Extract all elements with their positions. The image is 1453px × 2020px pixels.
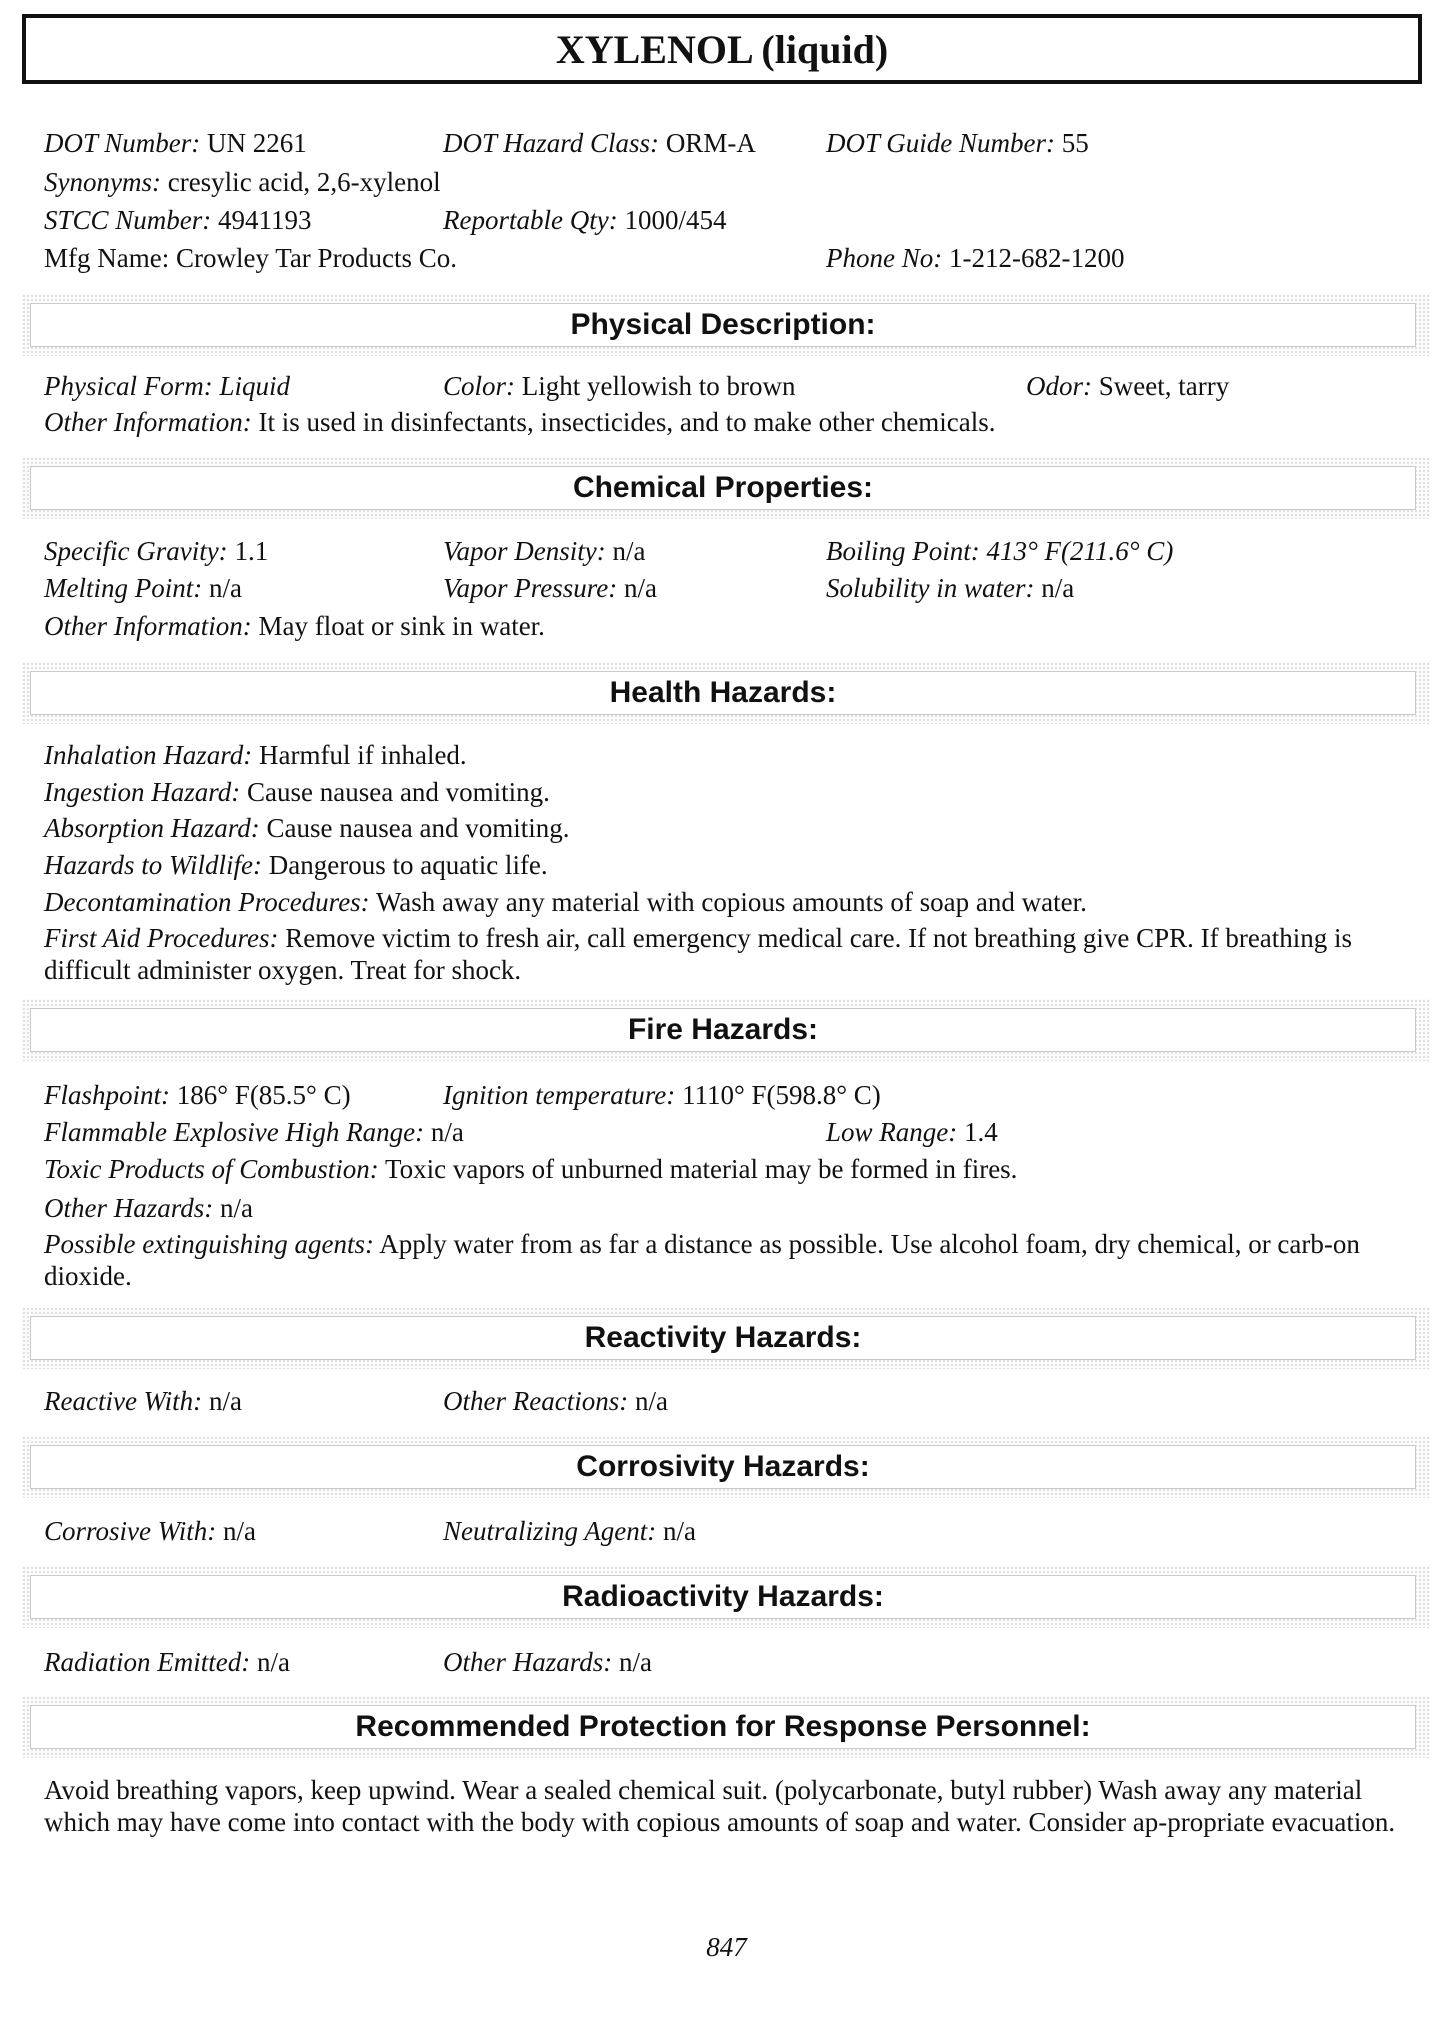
absorption-value: Cause nausea and vomiting.	[266, 813, 570, 843]
ingestion-field	[44, 775, 550, 809]
flammable-high-field	[44, 1115, 464, 1149]
health-section-header	[22, 662, 1430, 724]
radioactivity-section-header	[22, 1566, 1430, 1628]
corrosive-with-label: Corrosive With:	[44, 1516, 217, 1546]
mfg-name-value: Crowley Tar Products Co.	[175, 243, 458, 273]
reportable-qty-field	[443, 203, 726, 237]
vapor-pressure-field	[443, 571, 657, 605]
fire-section-header	[22, 999, 1430, 1061]
mfg-name-label: Mfg Name:	[44, 243, 170, 273]
vapor-density-label: Vapor Density:	[443, 536, 606, 566]
dot-number-field	[44, 126, 307, 160]
phone-no-value: 1-212-682-1200	[948, 243, 1125, 273]
reactivity-section-header	[22, 1307, 1430, 1369]
odor-field	[1026, 369, 1229, 403]
fire-other-hazards-value: n/a	[220, 1193, 254, 1223]
reactive-with-value: n/a	[208, 1386, 242, 1416]
extinguishing-field	[44, 1228, 1414, 1292]
fire-other-hazards-field	[44, 1191, 253, 1225]
chemical-section-header	[22, 457, 1430, 519]
color-label: Color:	[443, 371, 516, 401]
dot-hazard-class-label: DOT Hazard Class:	[443, 128, 660, 158]
document-title: XYLENOL (liquid)	[22, 14, 1422, 84]
dot-guide-number-label: DOT Guide Number:	[826, 128, 1055, 158]
boiling-point-value: 413° F(211.6° C)	[986, 536, 1174, 566]
decon-value: Wash away any material with copious amounts of soap and water.	[375, 887, 1087, 917]
radio-other-hazards-field	[443, 1645, 652, 1679]
stcc-number-field	[44, 203, 312, 237]
physical-form-label: Physical Form:	[44, 371, 213, 401]
flammable-high-label: Flammable Explosive High Range:	[44, 1117, 425, 1147]
neutralizing-agent-field	[443, 1514, 696, 1548]
dot-hazard-class-field	[443, 126, 756, 160]
vapor-pressure-label: Vapor Pressure:	[443, 573, 618, 603]
low-range-value: 1.4	[964, 1117, 998, 1147]
extinguishing-value: Apply water from as far a distance as possible. Use alcohol foam, dry chemical, or carb-on dioxide.	[44, 1229, 1360, 1291]
ignition-label: Ignition temperature:	[443, 1080, 676, 1110]
synonyms-label: Synonyms:	[44, 167, 161, 197]
other-reactions-label: Other Reactions:	[443, 1386, 629, 1416]
ingestion-value: Cause nausea and vomiting.	[247, 777, 550, 807]
reactive-with-field	[44, 1384, 242, 1418]
protection-text: Avoid breathing vapors, keep upwind. Wear a sealed chemical suit. (polycarbonate, butyl rubber) Wash away any material which may have come into contact with the body with copious amounts of soap and water. Consider ap-propriate evacuation.	[44, 1775, 1396, 1837]
physical-form-field	[44, 369, 290, 403]
ingestion-label: Ingestion Hazard:	[44, 777, 241, 807]
inhalation-field	[44, 738, 467, 772]
wildlife-field	[44, 848, 548, 882]
radiation-emitted-label: Radiation Emitted:	[44, 1647, 251, 1677]
low-range-field	[826, 1115, 998, 1149]
first-aid-field	[44, 922, 1424, 986]
dot-number-value: UN 2261	[207, 128, 307, 158]
color-field	[443, 369, 796, 403]
corrosivity-section-title: Corrosivity Hazards:	[30, 1445, 1416, 1489]
stcc-number-label: STCC Number:	[44, 205, 212, 235]
low-range-label: Low Range:	[826, 1117, 958, 1147]
reportable-qty-value: 1000/454	[624, 205, 727, 235]
flashpoint-label: Flashpoint:	[44, 1080, 170, 1110]
physical-section-header	[22, 294, 1430, 356]
flammable-high-value: n/a	[430, 1117, 464, 1147]
chemical-section-title: Chemical Properties:	[30, 466, 1416, 510]
fire-other-hazards-label: Other Hazards:	[44, 1193, 214, 1223]
page-number: 847	[706, 1932, 747, 1962]
chemical-other-value: May float or sink in water.	[258, 611, 545, 641]
neutralizing-agent-label: Neutralizing Agent:	[443, 1516, 657, 1546]
toxic-products-value: Toxic vapors of unburned material may be formed in fires.	[385, 1154, 1018, 1184]
radioactivity-section-title: Radioactivity Hazards:	[30, 1575, 1416, 1619]
vapor-density-value: n/a	[612, 536, 646, 566]
physical-other-value: It is used in disinfectants, insecticides, and to make other chemicals.	[258, 407, 996, 437]
radio-other-hazards-label: Other Hazards:	[443, 1647, 613, 1677]
corrosivity-section-header	[22, 1436, 1430, 1498]
synonyms-field	[44, 165, 441, 199]
corrosive-with-value: n/a	[223, 1516, 256, 1546]
extinguishing-label: Possible extinguishing agents:	[44, 1229, 374, 1259]
boiling-point-label: Boiling Point:	[826, 536, 980, 566]
vapor-density-field	[443, 534, 645, 568]
phone-no-label: Phone No:	[826, 243, 943, 273]
first-aid-value: Remove victim to fresh air, call emergency medical care. If not breathing give CPR. If breathing is difficult administer oxygen. Treat for shock.	[44, 923, 1353, 985]
toxic-products-label: Toxic Products of Combustion:	[44, 1154, 379, 1184]
decon-label: Decontamination Procedures:	[44, 887, 370, 917]
health-section-title: Health Hazards:	[30, 671, 1416, 715]
ignition-field	[443, 1078, 881, 1112]
absorption-label: Absorption Hazard:	[44, 813, 260, 843]
specific-gravity-value: 1.1	[234, 536, 269, 566]
physical-other-label: Other Information:	[44, 407, 252, 437]
stcc-number-value: 4941193	[218, 205, 312, 235]
radiation-emitted-value: n/a	[256, 1647, 290, 1677]
toxic-products-field	[44, 1152, 1017, 1186]
ignition-value: 1110° F(598.8° C)	[681, 1080, 881, 1110]
first-aid-label: First Aid Procedures:	[44, 923, 279, 953]
melting-point-label: Melting Point:	[44, 573, 203, 603]
radio-other-hazards-value: n/a	[619, 1647, 653, 1677]
protection-section-header	[22, 1696, 1430, 1758]
melting-point-field	[44, 571, 242, 605]
physical-section-title: Physical Description:	[30, 303, 1416, 347]
odor-label: Odor:	[1026, 371, 1092, 401]
decon-field	[44, 885, 1087, 919]
reportable-qty-label: Reportable Qty:	[443, 205, 618, 235]
synonyms-value: cresylic acid, 2,6-xylenol	[167, 167, 441, 197]
reactivity-section-title: Reactivity Hazards:	[30, 1316, 1416, 1360]
wildlife-label: Hazards to Wildlife:	[44, 850, 263, 880]
flashpoint-field	[44, 1078, 351, 1112]
mfg-name-field	[44, 241, 457, 275]
inhalation-label: Inhalation Hazard:	[44, 740, 253, 770]
other-reactions-value: n/a	[634, 1386, 668, 1416]
reactive-with-label: Reactive With:	[44, 1386, 203, 1416]
boiling-point-field	[826, 534, 1173, 568]
dot-number-label: DOT Number:	[44, 128, 201, 158]
vapor-pressure-value: n/a	[623, 573, 657, 603]
absorption-field	[44, 811, 569, 845]
melting-point-value: n/a	[208, 573, 242, 603]
odor-value: Sweet, tarry	[1098, 371, 1230, 401]
dot-guide-number-field	[826, 126, 1089, 160]
other-reactions-field	[443, 1384, 668, 1418]
dot-guide-number-value: 55	[1061, 128, 1089, 158]
fire-section-title: Fire Hazards:	[30, 1008, 1416, 1052]
solubility-label: Solubility in water:	[826, 573, 1035, 603]
flashpoint-value: 186° F(85.5° C)	[176, 1080, 351, 1110]
inhalation-value: Harmful if inhaled.	[259, 740, 467, 770]
physical-other-field	[44, 405, 996, 439]
phone-no-field	[826, 241, 1124, 275]
solubility-value: n/a	[1041, 573, 1075, 603]
chemical-other-label: Other Information:	[44, 611, 252, 641]
solubility-field	[826, 571, 1074, 605]
neutralizing-agent-value: n/a	[663, 1516, 696, 1546]
specific-gravity-field	[44, 534, 268, 568]
specific-gravity-label: Specific Gravity:	[44, 536, 228, 566]
dot-hazard-class-value: ORM-A	[665, 128, 756, 158]
chemical-other-field	[44, 609, 545, 643]
corrosive-with-field	[44, 1514, 256, 1548]
color-value: Light yellowish to brown	[521, 371, 796, 401]
physical-form-value: Liquid	[219, 371, 290, 401]
protection-section-title: Recommended Protection for Response Personnel:	[30, 1705, 1416, 1749]
radiation-emitted-field	[44, 1645, 290, 1679]
wildlife-value: Dangerous to aquatic life.	[268, 850, 548, 880]
